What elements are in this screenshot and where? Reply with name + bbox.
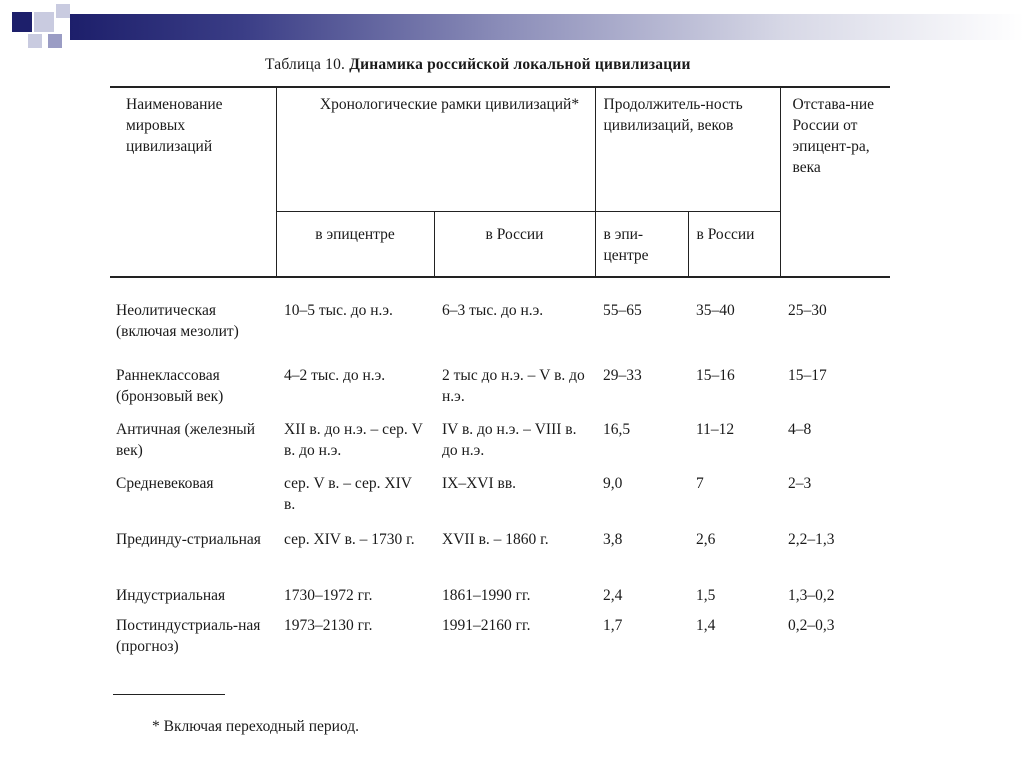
- decor-square: [28, 34, 42, 48]
- cell-epicenter-period: 1730–1972 гг.: [284, 587, 373, 604]
- header-chronology-epicenter: в эпицентре: [276, 211, 434, 277]
- cell-lag: 15–17: [788, 367, 827, 384]
- cell-epicenter-period: XII в. до н.э. – сер. V в. до н.э.: [284, 421, 423, 459]
- cell-russia-period: IX–XVI вв.: [442, 475, 517, 492]
- cell-name: Неолитическая (включая мезолит): [116, 302, 239, 340]
- table-row: [110, 419, 890, 473]
- cell-name: Постиндустриаль-ная (прогноз): [116, 617, 261, 655]
- cell-russia-duration: 15–16: [696, 367, 735, 384]
- table-row: [110, 473, 890, 529]
- decor-square: [48, 34, 62, 48]
- cell-russia-duration: 7: [696, 475, 704, 492]
- cell-russia-period: XVII в. – 1860 г.: [442, 531, 549, 548]
- cell-epicenter-period: 1973–2130 гг.: [284, 617, 373, 634]
- decor-square: [34, 12, 54, 32]
- cell-epicenter-period: сер. XIV в. – 1730 г.: [284, 531, 415, 548]
- cell-russia-duration: 1,4: [696, 617, 716, 634]
- decor-square: [12, 12, 32, 32]
- cell-epicenter-duration: 3,8: [603, 531, 623, 548]
- cell-epicenter-period: 4–2 тыс. до н.э.: [284, 367, 386, 384]
- cell-russia-period: 6–3 тыс. до н.э.: [442, 302, 544, 319]
- footnote-divider: [113, 694, 225, 695]
- cell-name: Прединду-стриальная: [116, 531, 261, 548]
- cell-epicenter-period: 10–5 тыс. до н.э.: [284, 302, 393, 319]
- cell-russia-period: 1861–1990 гг.: [442, 587, 531, 604]
- cell-russia-period: 2 тыс до н.э. – V в. до н.э.: [442, 367, 585, 405]
- cell-lag: 1,3–0,2: [788, 587, 835, 604]
- header-chronology-russia: в России: [434, 211, 595, 277]
- cell-russia-period: IV в. до н.э. – VIII в. до н.э.: [442, 421, 577, 459]
- table-title: [265, 56, 691, 74]
- cell-name: Античная (железный век): [116, 421, 256, 459]
- cell-lag: 0,2–0,3: [788, 617, 835, 634]
- table-row: [110, 365, 890, 419]
- cell-name: Раннеклассовая (бронзовый век): [116, 367, 224, 405]
- table-row: [110, 615, 890, 665]
- cell-epicenter-duration: 2,4: [603, 587, 623, 604]
- table-row: [110, 529, 890, 585]
- cell-russia-duration: 11–12: [696, 421, 735, 438]
- table-title-text: Динамика российской локальной цивилизации: [349, 56, 691, 73]
- cell-name: Средневековая: [116, 475, 214, 492]
- header-decoration-bar: [70, 14, 1024, 40]
- cell-russia-duration: 35–40: [696, 302, 735, 319]
- table-title-prefix: Таблица 10.: [265, 56, 346, 73]
- cell-lag: 4–8: [788, 421, 812, 438]
- decor-square: [56, 4, 70, 18]
- cell-russia-duration: 1,5: [696, 587, 716, 604]
- cell-epicenter-duration: 29–33: [603, 367, 642, 384]
- cell-russia-period: 1991–2160 гг.: [442, 617, 531, 634]
- cell-lag: 2–3: [788, 475, 812, 492]
- header-duration: Продолжитель-ность цивилизаций, веков: [595, 87, 780, 211]
- cell-name: Индустриальная: [116, 587, 226, 604]
- cell-lag: 2,2–1,3: [788, 531, 835, 548]
- table-row: [110, 277, 890, 365]
- cell-epicenter-period: сер. V в. – сер. XIV в.: [284, 475, 412, 513]
- cell-epicenter-duration: 9,0: [603, 475, 623, 492]
- table-row: [110, 585, 890, 615]
- header-duration-epicenter: в эпи-центре: [595, 211, 688, 277]
- cell-epicenter-duration: 1,7: [603, 617, 623, 634]
- civilization-table: [110, 86, 890, 665]
- cell-russia-duration: 2,6: [696, 531, 716, 548]
- cell-lag: 25–30: [788, 302, 827, 319]
- cell-epicenter-duration: 16,5: [603, 421, 631, 438]
- cell-epicenter-duration: 55–65: [603, 302, 642, 319]
- header-chronology: Хронологические рамки цивилизаций*: [276, 87, 595, 211]
- header-lag: Отстава-ние России от эпицент-ра, века: [780, 87, 890, 277]
- footnote: * Включая переходный период.: [152, 718, 360, 735]
- header-name: Наименование мировых цивилизаций: [110, 87, 276, 277]
- header-duration-russia: в России: [688, 211, 780, 277]
